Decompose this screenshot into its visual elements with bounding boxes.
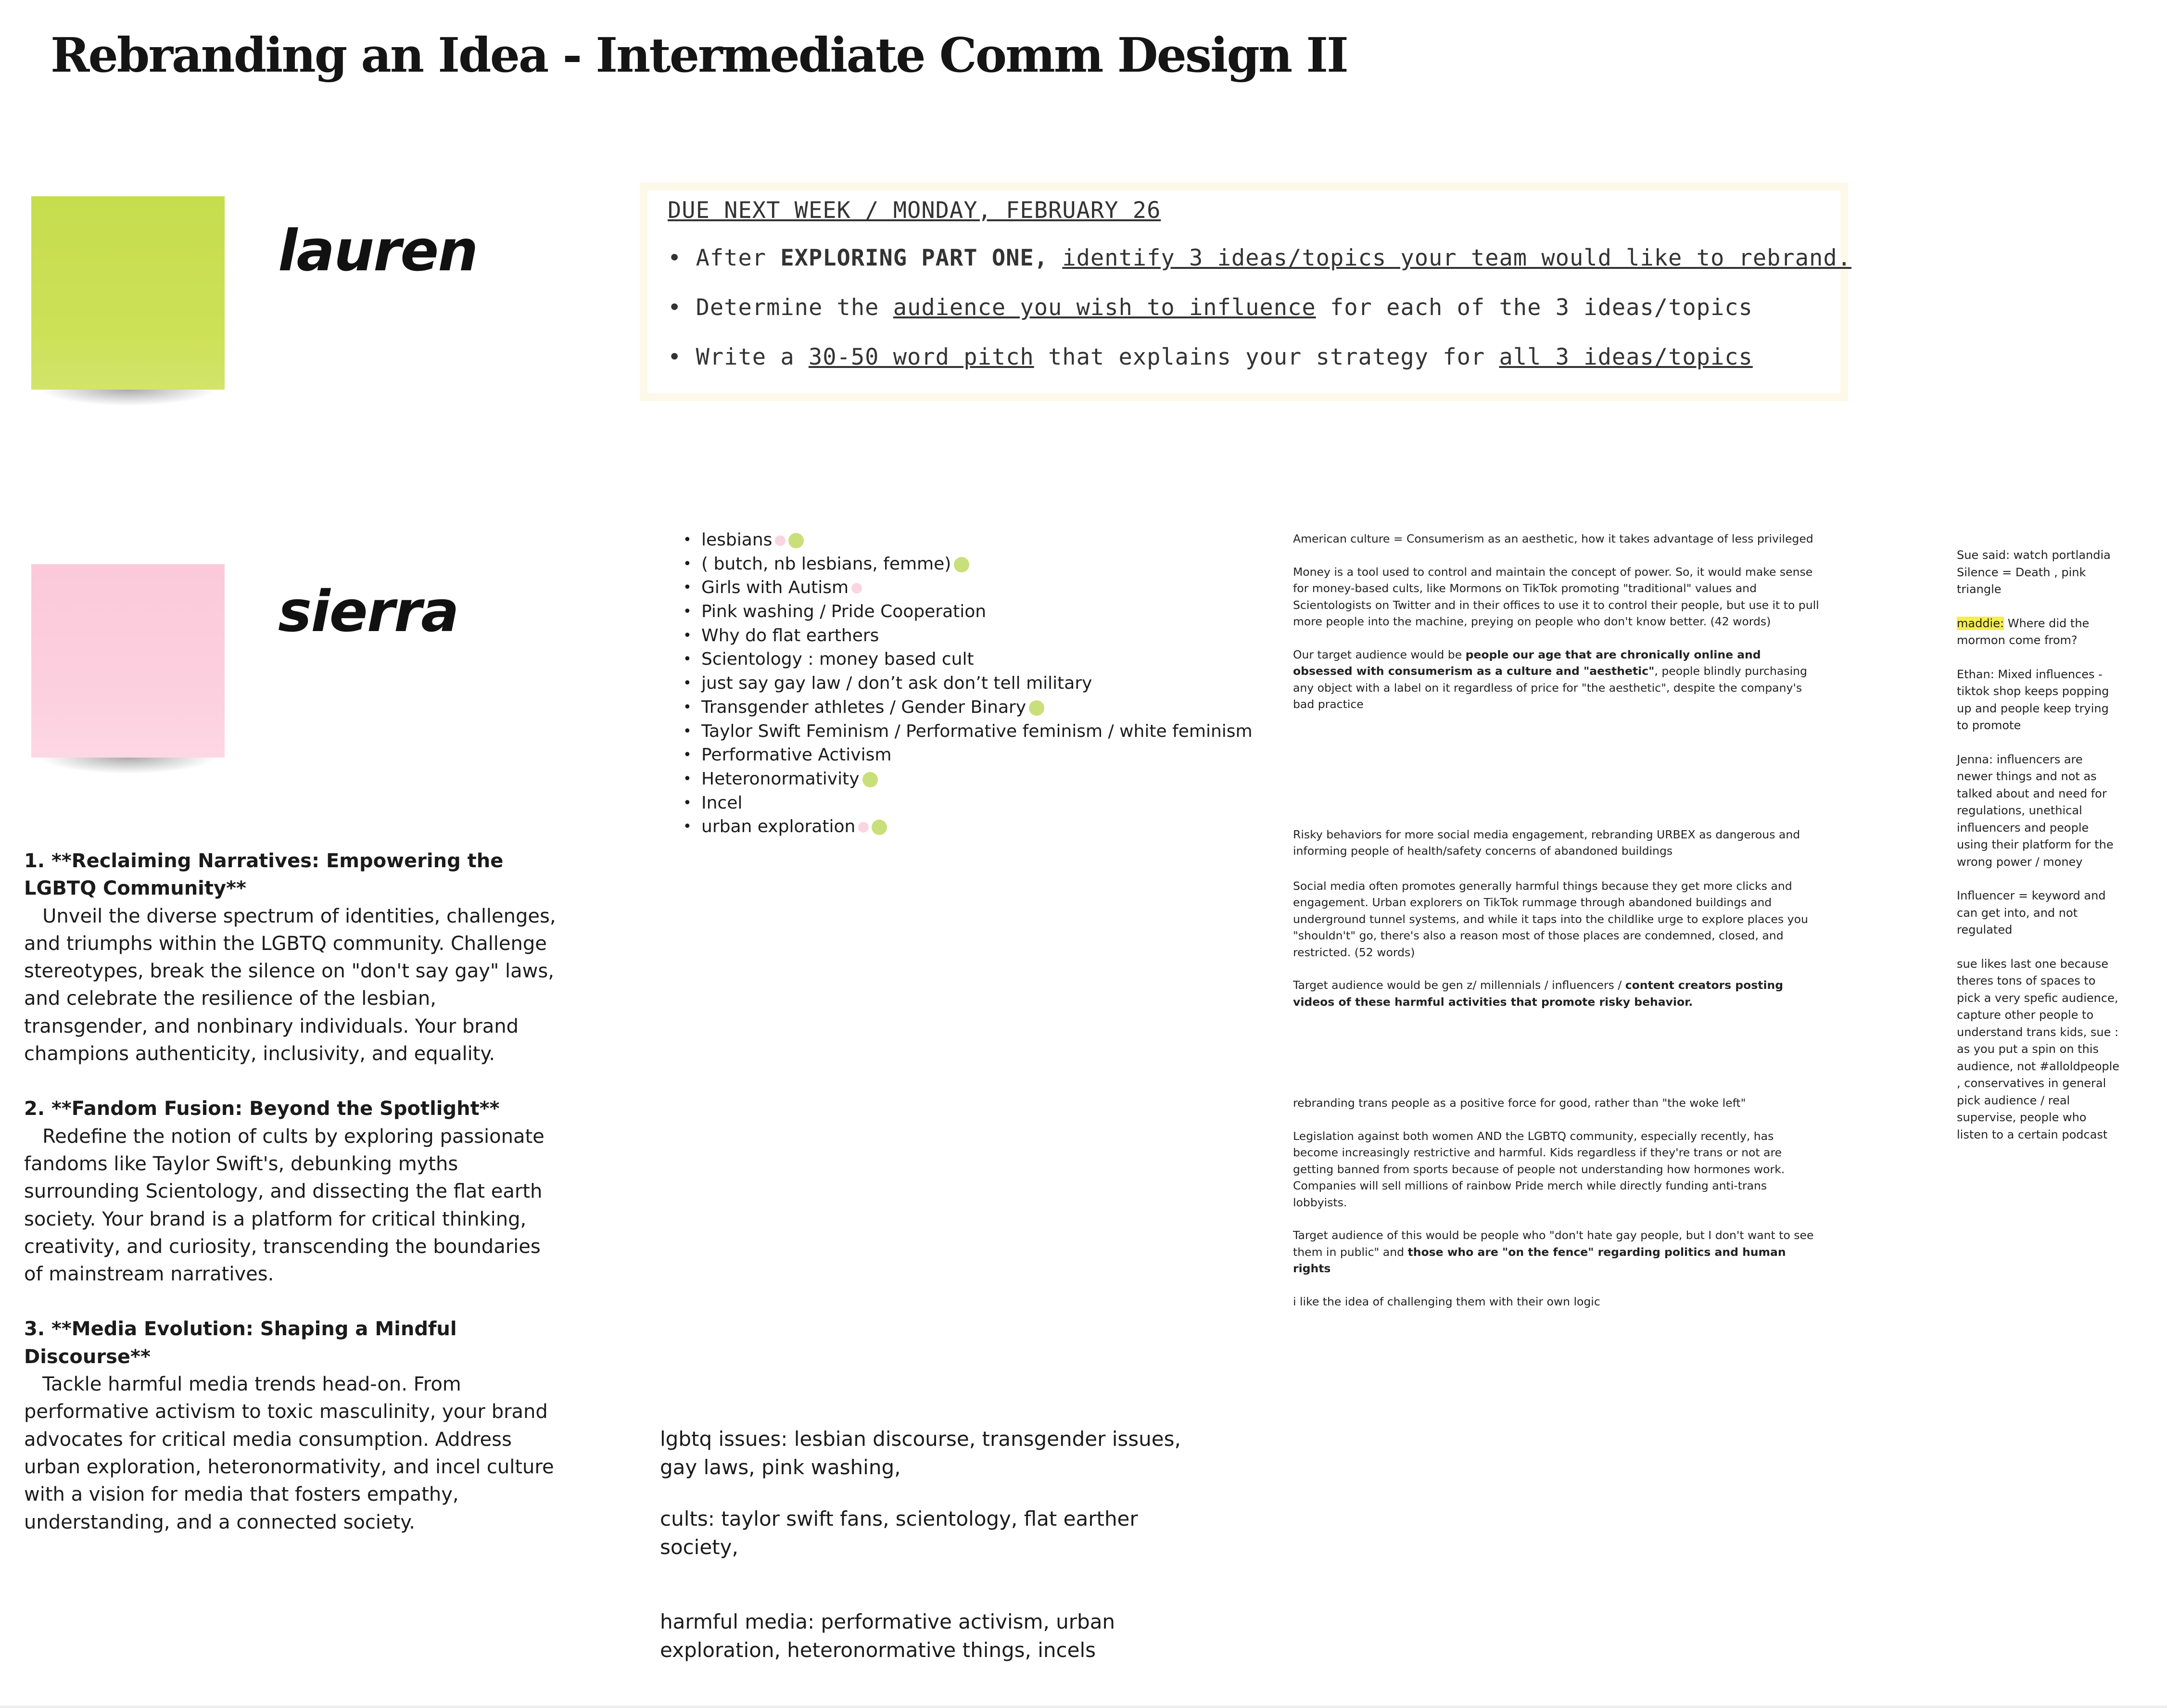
feedback-note: sue likes last one because theres tons of spaces to pick a very spefic audience, capture other people to understand trans kids, sue : as you put a spin on this audience, not #alloldpeople , conservatives in general pick audience / real supervise, people who listen to a certain podcast [1957, 957, 2120, 1141]
list-item: • Taylor Swift Feminism / Performative feminism / white feminism [683, 720, 1253, 744]
member-name-sierra: sierra [278, 578, 458, 645]
summary-item-3: 3. **Media Evolution: Shaping a Mindful Discourse** Tackle harmful media trends head-on. From performative activism to toxic masculinity, your brand advocates for critical media consumption. Address urban exploration, heteronormativity, and incel culture with a vision for media that fosters empathy, understanding, and a connected society. [24, 1318, 554, 1533]
feedback-note: Influencer = keyword and can get into, and not regulated [1957, 889, 2106, 936]
feedback-notes [1957, 547, 2120, 1160]
assignment-step-2: • Determine the audience you wish to influence for each of the 3 ideas/topics [668, 294, 1753, 321]
category-cults: cults: taylor swift fans, scientology, flat earther society, [660, 1507, 1138, 1559]
list-item: • Transgender athletes / Gender Binary [683, 696, 1253, 720]
vote-dot-icon [954, 557, 969, 572]
vote-dot-icon [788, 533, 804, 548]
pitch-3-audience: Target audience of this would be people who "don't hate gay people, but I don't want to see them in public" and those who are "on the fence" regarding politics and human rights [1293, 1228, 1814, 1275]
bottom-divider [0, 1706, 2167, 1708]
pitch-1-body: Money is a tool used to control and maintain the concept of power. So, it would make sense for money-based cults, like Mormons on TikTok promoting "traditional" values and Scientologists on Twitter and in their offices to use it to control their people, but use it to pull more people into the machine, preying on people who don't know better. (42 words) [1293, 565, 1819, 628]
feedback-note: Ethan: Mixed influences - tiktok shop keeps popping up and people keep trying to promote [1957, 667, 2109, 732]
page-title: Rebranding an Idea - Intermediate Comm Design II [51, 28, 1347, 83]
topic-list [683, 528, 1253, 839]
member-name-lauren: lauren [278, 217, 478, 284]
list-item: • just say gay law / don’t ask don’t tell military [683, 671, 1253, 696]
vote-dot-icon [1029, 700, 1044, 716]
category-lgbtq: lgbtq issues: lesbian discourse, transgender issues, gay laws, pink washing, [660, 1427, 1181, 1479]
feedback-note: maddie: Where did the mormon come from? [1957, 616, 2090, 647]
pitch-3-body: Legislation against both women AND the LGBTQ community, especially recently, has become increasingly restrictive and harmful. Kids regardless if they're trans or not are getting banned from sports because of people not understanding how hormones work. Companies will sell millions of rainbow Pride merch while directly funding anti-trans lobbyists. [1293, 1129, 1785, 1209]
list-item: • Girls with Autism [683, 576, 1253, 600]
pitch-notes [1293, 531, 1822, 1310]
list-item: • lesbians [683, 528, 1253, 552]
pitch-2-body: Social media often promotes generally harmful things because they get more clicks and engagement. Urban explorers on TikTok rummage through abandoned buildings and underground tunnel systems, and while it taps into the childlike urge to explore places you "shouldn't" go, there's also a reason most of those places are condemned, closed, and restricted. (52 words) [1293, 879, 1808, 959]
sticky-note-sierra[interactable] [31, 564, 225, 758]
vote-dot-icon [775, 535, 786, 546]
assignment-step-3: • Write a 30-50 word pitch that explains your strategy for all 3 ideas/topics [668, 344, 1753, 370]
vote-dot-icon [851, 583, 862, 594]
pitch-2-audience: Target audience would be gen z/ millennials / influencers / content creators posting videos of these harmful activities that promote risky behavior. [1293, 978, 1784, 1009]
vote-dot-icon [872, 820, 887, 835]
vote-dot-icon [858, 822, 869, 833]
list-item: • Performative Activism [683, 743, 1253, 767]
highlighted-name: maddie: [1957, 616, 2004, 630]
list-item: • Why do flat earthers [683, 624, 1253, 648]
pitch-3-heading: rebranding trans people as a positive force for good, rather than "the woke left" [1293, 1096, 1746, 1110]
list-item: • ( butch, nb lesbians, femme) [683, 552, 1253, 576]
list-item: • Heteronormativity [683, 767, 1253, 791]
brand-summary [24, 848, 563, 1564]
due-date-heading: DUE NEXT WEEK / MONDAY, FEBRUARY 26 [668, 197, 1161, 224]
sticky-note-lauren[interactable] [31, 196, 225, 390]
assignment-box [640, 183, 1851, 401]
pitch-2-heading: Risky behaviors for more social media engagement, rebranding URBEX as dangerous and informing people of health/safety concerns of abandoned buildings [1293, 827, 1800, 858]
list-item: • urban exploration [683, 815, 1253, 839]
pitch-1-audience: Our target audience would be people our age that are chronically online and obsessed with consumerism as a culture and "aesthetic", people blindly purchasing any object with a label on it regardless of price for "the aesthetic", despite the company's bad practice [1293, 647, 1807, 711]
feedback-note: Jenna: influencers are newer things and not as talked about and need for regulations, unethical influencers and people using their platform for the wrong power / money [1957, 752, 2114, 869]
list-item: • Incel [683, 791, 1253, 815]
category-harmful-media: harmful media: performative activism, urban exploration, heteronormative things, incels [660, 1610, 1115, 1662]
feedback-note: Sue said: watch portlandia Silence = Death , pink triangle [1957, 548, 2111, 596]
assignment-step-1: • After EXPLORING PART ONE, identify 3 ideas/topics your team would like to rebrand. [668, 245, 1851, 271]
pitch-3-comment: i like the idea of challenging them with their own logic [1293, 1294, 1600, 1308]
summary-item-1: 1. **Reclaiming Narratives: Empowering the LGBTQ Community** Unveil the diverse spectrum of identities, challenges, and triumphs within the LGBTQ community. Challenge stereotypes, break the silence on "don't say gay" laws, and celebrate the resilience of the lesbian, transgender, and nonbinary individuals. Your brand champions authenticity, inclusivity, and equality. [24, 850, 556, 1065]
vote-dot-icon [862, 772, 878, 787]
topic-categories [660, 1425, 1218, 1664]
list-item: • Pink washing / Pride Cooperation [683, 600, 1253, 624]
list-item: • Scientology : money based cult [683, 647, 1253, 671]
summary-item-2: 2. **Fandom Fusion: Beyond the Spotlight** Redefine the notion of cults by exploring passionate fandoms like Taylor Swift's, debunking myths surrounding Scientology, and dissecting the flat earth society. Your brand is a platform for critical thinking, creativity, and curiosity, transcending the boundaries of mainstream narratives. [24, 1098, 545, 1286]
pitch-1-heading: American culture = Consumerism as an aesthetic, how it takes advantage of less privileged [1293, 532, 1813, 545]
